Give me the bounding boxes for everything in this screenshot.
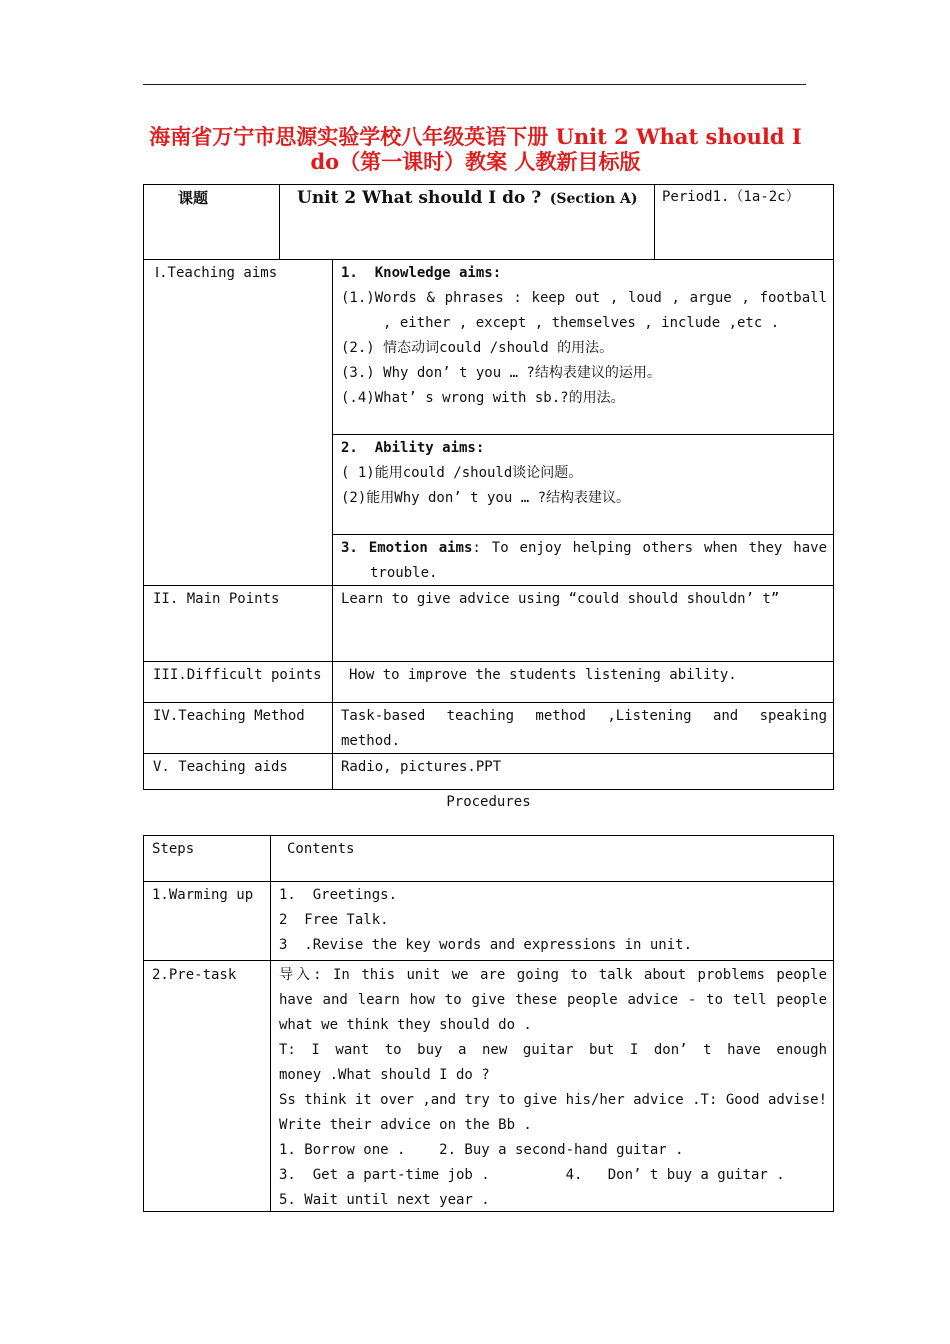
pre-task-line: Write their advice on the Bb . bbox=[279, 1117, 532, 1133]
col-divider bbox=[332, 259, 333, 790]
pre-task-line: what we think they should do . bbox=[279, 1017, 532, 1033]
teaching-method-line: method. bbox=[341, 733, 401, 749]
difficult-points-label: III.Difficult points bbox=[153, 667, 322, 683]
emotion-line bbox=[341, 536, 827, 561]
ability-heading: 2. Ability aims: bbox=[341, 440, 485, 456]
warming-up-line: 3 .Revise the key words and expressions in unit. bbox=[279, 937, 693, 953]
knowledge-heading: 1. Knowledge aims: bbox=[341, 265, 502, 281]
pre-task-line: 5. Wait until next year . bbox=[279, 1192, 490, 1208]
pre-task-line: T: I want to buy a new guitar but I don’ t have enough bbox=[279, 1042, 827, 1058]
emotion-line: trouble. bbox=[370, 565, 438, 581]
document-title bbox=[143, 124, 808, 174]
row-divider bbox=[143, 960, 834, 961]
teaching-aids-label: V. Teaching aids bbox=[153, 759, 288, 775]
topic-label: 课题 bbox=[178, 189, 209, 207]
pre-task-line: 导入: In this unit we are going to talk about problems people bbox=[279, 967, 827, 983]
knowledge-line: (.4)What’ s wrong with sb.?的用法。 bbox=[341, 390, 625, 406]
row-divider bbox=[143, 661, 834, 662]
pre-task-line: Ss think it over ,and try to give his/her advice .T: Good advise! bbox=[279, 1092, 827, 1108]
pre-task-line: 3. Get a part-time job . 4. Don’ t buy a guitar . bbox=[279, 1167, 785, 1183]
row-divider bbox=[332, 434, 834, 435]
title-line-2: do（第一课时）教案 人教新目标版 bbox=[310, 149, 641, 174]
emotion-text: : To enjoy helping others when they have bbox=[472, 540, 827, 556]
difficult-points-text: How to improve the students listening ability. bbox=[349, 667, 737, 683]
warming-up-line: 2 Free Talk. bbox=[279, 912, 389, 928]
knowledge-line: (3.) Why don’ t you … ?结构表建议的运用。 bbox=[341, 365, 661, 381]
pre-task-contents bbox=[279, 963, 827, 1213]
ability-aims-block bbox=[341, 436, 827, 511]
steps-header: Steps bbox=[152, 841, 195, 857]
main-points-text: Learn to give advice using “could should shouldn’ t” bbox=[341, 591, 780, 607]
topic-section: (Section A) bbox=[549, 191, 638, 207]
title-line-1: 海南省万宁市思源实验学校八年级英语下册 Unit 2 What should I bbox=[149, 124, 802, 149]
teaching-aims-label: Ⅰ.Teaching aims bbox=[155, 265, 278, 281]
teaching-method-block bbox=[341, 704, 827, 754]
knowledge-line: (2.) 情态动词could /should 的用法。 bbox=[341, 340, 614, 356]
warming-up-line: 1. Greetings. bbox=[279, 887, 398, 903]
pre-task-label: 2.Pre-task bbox=[152, 967, 237, 983]
ability-line: ( 1)能用could /should谈论问题。 bbox=[341, 465, 583, 481]
lesson-topic bbox=[297, 186, 652, 212]
pre-task-line: 1. Borrow one . 2. Buy a second-hand guitar . bbox=[279, 1142, 684, 1158]
col-divider bbox=[654, 184, 655, 259]
row-divider bbox=[143, 881, 834, 882]
header-rule bbox=[143, 84, 806, 85]
teaching-aids-text: Radio, pictures.PPT bbox=[341, 759, 502, 775]
col-divider bbox=[279, 184, 280, 259]
period-label: Period1.（1a-2c） bbox=[662, 189, 800, 205]
teaching-method-line: Task-based teaching method ,Listening and speaking bbox=[341, 708, 827, 724]
knowledge-line: (1.)Words & phrases : keep out , loud , argue , football bbox=[341, 290, 827, 306]
knowledge-line: , either , except , themselves , include ,etc . bbox=[383, 315, 780, 331]
row-divider bbox=[332, 534, 834, 535]
pre-task-line: money .What should I do ? bbox=[279, 1067, 490, 1083]
emotion-aims-block bbox=[341, 536, 827, 586]
emotion-heading: 3. Emotion aims bbox=[341, 540, 473, 556]
pre-task-line: have and learn how to give these people advice - to tell people bbox=[279, 992, 827, 1008]
topic-title: Unit 2 What should I do ? bbox=[297, 188, 542, 208]
ability-line: (2)能用Why don’ t you … ?结构表建议。 bbox=[341, 490, 631, 506]
warming-up-contents bbox=[279, 883, 827, 958]
procedures-heading: Procedures bbox=[446, 794, 531, 810]
knowledge-aims-block bbox=[341, 261, 827, 411]
row-divider bbox=[143, 702, 834, 703]
col-divider bbox=[270, 835, 271, 1212]
main-points-label: II. Main Points bbox=[153, 591, 280, 607]
row-divider bbox=[143, 259, 834, 260]
contents-header: Contents bbox=[287, 841, 355, 857]
warming-up-label: 1.Warming up bbox=[152, 887, 254, 903]
teaching-method-label: IV.Teaching Method bbox=[153, 708, 305, 724]
